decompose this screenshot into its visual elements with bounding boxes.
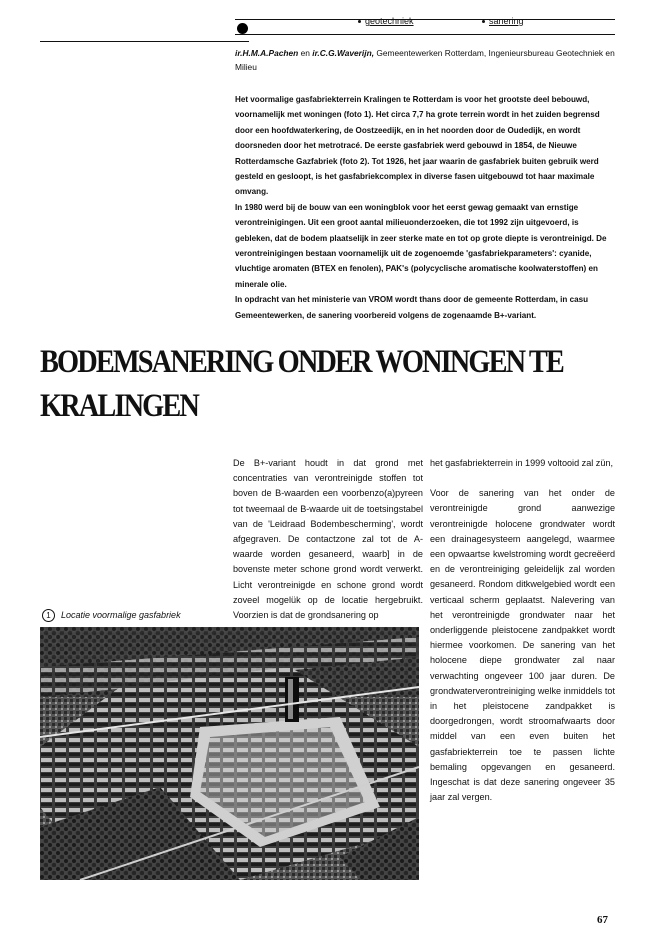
body-paragraph: het gasfabriekterrein in 1999 voltooid zal zün, [430,458,613,468]
authors [235,46,615,74]
page-number: 67 [597,914,608,926]
body-paragraph: De B+-variant houdt in dat grond met concentraties van verontreinigde stoffen tot boven de B-waarden een voorbenzo(a)pyreen tot tweemaal de B-waarde uit de toetsingstabel van de 'Leidraad Bodembescherming', wordt afgegraven. De contactzone zal tot de A-waarde worden gesaneerd, waarb] in de bovenste meter schone grond wordt verwerkt. Licht verontreinigde en schone grond wordt zoveel mogelük op de locatie hergebruikt. Voorzien is dat de grondsanering op [233,458,423,621]
body-column-1 [233,456,423,623]
header-tag-label: sanering [489,16,524,26]
author-affiliation: Gemeentewerken Rotterdam, Ingenieursbureau Geotechniek en Milieu [235,48,615,72]
intro [235,92,613,323]
title-line-2: KRALINGEN [40,388,199,424]
caption-text: Locatie voormalige gasfabriek [61,610,181,620]
header-tag-geotechniek [358,16,414,27]
author-2: ir.C.G.Waverijn, [312,48,375,58]
header-rule-top [235,19,615,20]
header-tag-sanering [482,16,524,27]
bullet-icon [482,20,485,23]
header-tag-label: geotechniek [365,16,414,26]
aerial-photo [40,627,419,880]
article-title [40,340,563,428]
intro-paragraph-2: In 1980 werd bij de bouw van een woningblok voor het eerst gewag gemaakt van ernstige verontreinigingen. Uit een groot aantal milieuonderzoeken, die tot 1992 zijn uitgevoerd, is gebleken, dat de bodem plaatselijk in zeer sterke mate en tot op grote diepte is verontreinigd. De verontreinigingen bestaan voornamelijk uit de zogenoemde 'gasfabriekparameters': cyanide, vluchtige aromaten (BTEX en fenolen), PAK's (polycyclische aromatische koolwaterstoffen) en minerale olie. [235,202,607,289]
body-column-2 [430,456,615,805]
header-dash [235,41,249,42]
photo-caption [42,609,181,622]
paragraph-gap [430,471,615,486]
intro-paragraph-3: In opdracht van het ministerie van VROM wordt thans door de gemeente Rotterdam, in casu Gemeentewerken, de sanering voorbereid volgens de zogenaamde B+-variant. [235,295,589,320]
header-bullet-icon [237,23,248,34]
title-line-1: BODEMSANERING ONDER WONINGEN TE [40,344,563,380]
header-rule-left [40,41,235,42]
aerial-photo-graphic [40,627,419,880]
header-rule-bottom [235,34,615,35]
bullet-icon [358,20,361,23]
body-paragraph: Voor de sanering van het onder de verontreinigde grond aanwezige verontreinigde holocene grondwater wordt een drainagesysteem aangelegd, waarmee een opwaartse kwelstroming wordt gecreëerd en de verontreiniging geleidelijk zal worden gesaneerd. Rondom ditkwelgebied wordt een verticaal scherm geplaatst. Nalevering van het verontreinigde grondwater naar het onderliggende pleistocene zandpakket wordt hiermee voorkomen. De sanering van het holocene diepe grondwater zal naar verwachting ongeveer 100 jaar duren. De grondwaterverontreiniging welke inmiddels tot in het pleistocene zandpakket is doorgedrongen, wordt stroomafwaarts door middel van een even buiten het gasfabriekterrein toe te passen lichte bemaling opgevangen en gesaneerd. Ingeschat is dat deze sanering ongeveer 35 jaar zal vergen. [430,488,615,803]
caption-number: 1 [42,609,55,622]
author-connector: en [300,48,310,58]
intro-paragraph-1: Het voormalige gasfabriekterrein Kralingen te Rotterdam is voor het grootste deel bebouwd, voornamelijk met woningen (foto 1). Het circa 7,7 ha grote terrein wordt in het zuiden begrensd door een hoofdwaterkering, de Oostzeedijk, en in het noorden door de Oudedijk, en wordt doorsneden door het metrotracé. De eerste gasfabriek werd gebouwd in 1854, de Nieuwe Rotterdamsche Gazfabriek (foto 2). Tot 1926, het jaar waarin de gasfabriek buiten gebruik werd gesteld en gesloopt, is het gasfabriekcomplex in diverse fasen uitgebouwd tot haar maximale omvang. [235,95,600,197]
author-1: ir.H.M.A.Pachen [235,48,299,58]
